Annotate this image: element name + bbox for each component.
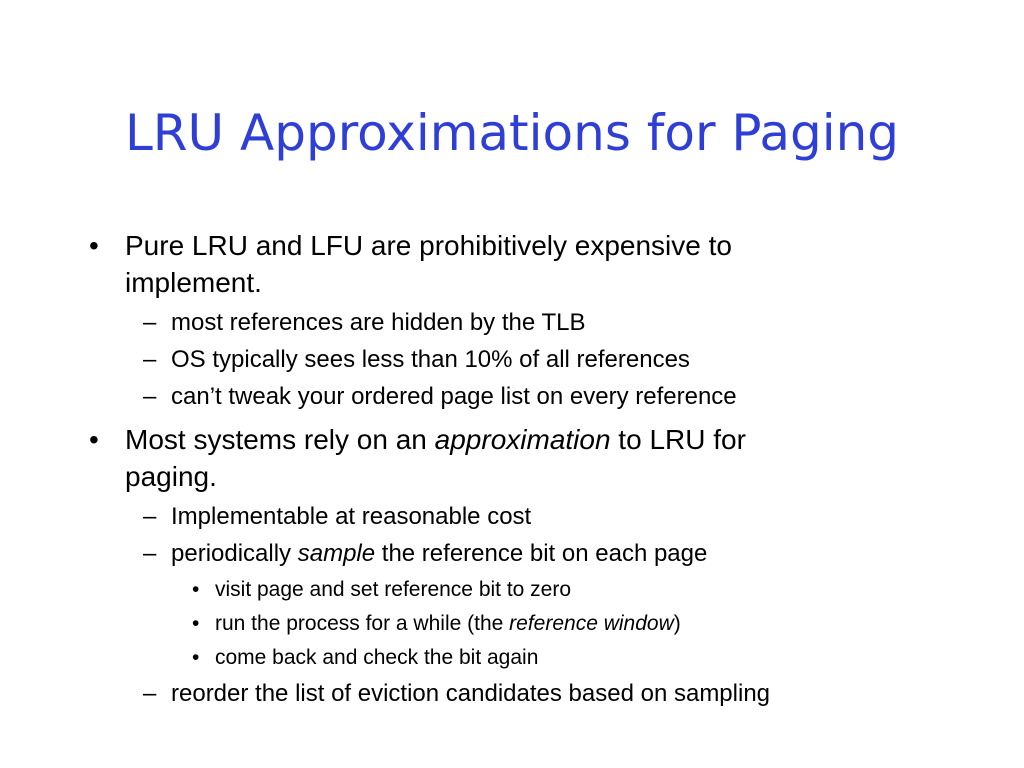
sub-sub-item-3 <box>192 644 539 672</box>
bullet-1-text-cont: implement. <box>125 267 262 298</box>
sub-sub-item-text: come back and check the bit again <box>215 646 539 669</box>
sub-item-text: OS typically sees less than 10% of all references <box>171 346 690 373</box>
bullet-marker: • <box>192 646 200 669</box>
sub-item-text: reorder the list of eviction candidates based on sampling <box>171 680 771 707</box>
bullet-2-line-2 <box>125 458 217 496</box>
sub-sub-item-text: visit page and set reference bit to zero <box>215 578 572 601</box>
sub-item-text: Implementable at reasonable cost <box>171 503 532 530</box>
bullet-2-text-cont: paging. <box>125 461 217 492</box>
sub-item-text-pre: periodically <box>171 540 298 567</box>
bullet-1-line-1 <box>89 227 732 265</box>
sub-sub-item-2 <box>192 610 681 638</box>
sub-item-text: can’t tweak your ordered page list on every reference <box>171 383 737 410</box>
bullet-marker: • <box>192 578 200 601</box>
sub-item-2-1 <box>143 502 532 532</box>
sub-item-2-3 <box>143 679 771 709</box>
dash-marker: – <box>143 503 157 530</box>
sub-sub-item-text-post: ) <box>673 612 681 635</box>
bullet-marker: • <box>89 424 99 455</box>
dash-marker: – <box>143 540 157 567</box>
bullet-marker: • <box>192 612 200 635</box>
dash-marker: – <box>143 680 157 707</box>
sub-item-2-2 <box>143 539 708 569</box>
sub-item-text-emphasis: sample <box>297 540 376 567</box>
bullet-2-line-1 <box>89 421 746 459</box>
bullet-2-text-pre: Most systems rely on an <box>125 424 435 455</box>
sub-sub-item-1 <box>192 576 572 604</box>
bullet-1-text: Pure LRU and LFU are prohibitively expensive to <box>125 230 732 261</box>
sub-item-1-3 <box>143 382 737 412</box>
dash-marker: – <box>143 346 157 373</box>
bullet-1-line-2 <box>125 264 262 302</box>
dash-marker: – <box>143 309 157 336</box>
sub-item-1-1 <box>143 308 586 338</box>
sub-item-text: most references are hidden by the TLB <box>171 309 586 336</box>
sub-item-1-2 <box>143 345 690 375</box>
bullet-2-text-emphasis: approximation <box>434 424 611 455</box>
dash-marker: – <box>143 383 157 410</box>
bullet-2-text-post: to LRU for <box>610 424 746 455</box>
slide-title: LRU Approximations for Paging <box>124 104 900 162</box>
sub-sub-item-text-emphasis: reference window <box>509 612 674 635</box>
bullet-marker: • <box>89 230 99 261</box>
sub-item-text-post: the reference bit on each page <box>375 540 708 567</box>
sub-sub-item-text-pre: run the process for a while (the <box>215 612 510 635</box>
